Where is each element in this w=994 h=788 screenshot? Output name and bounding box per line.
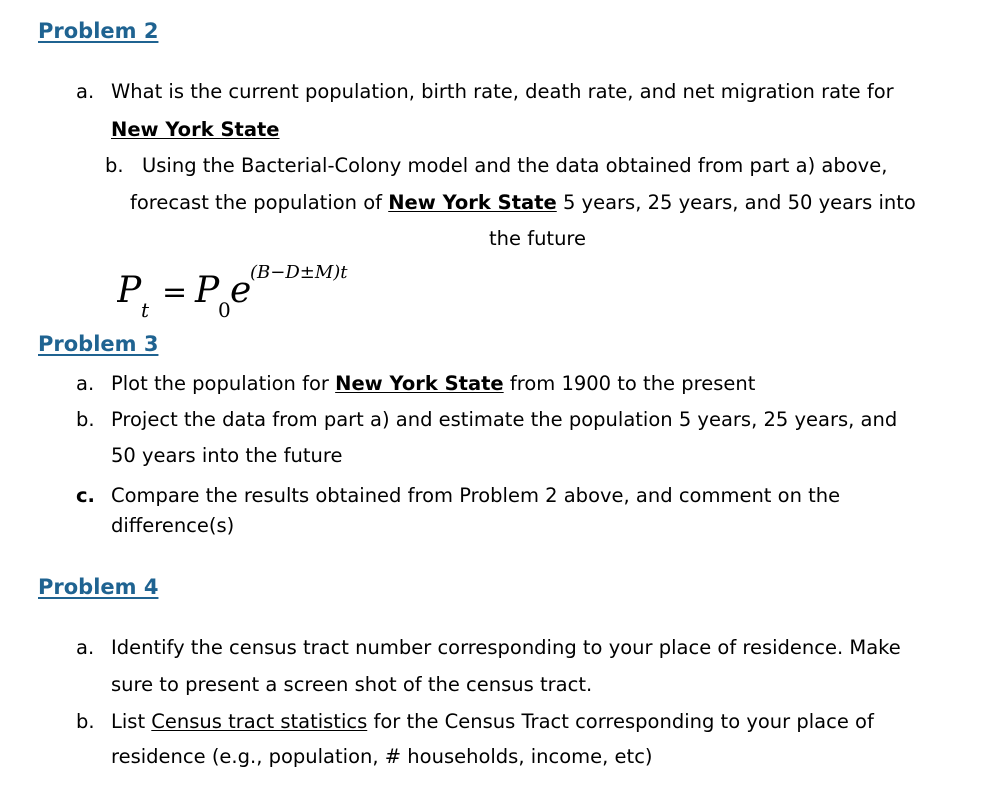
problem-4b-text-post: for the Census Tract corresponding to your place of [367,710,874,733]
formula-p0: P [195,270,220,311]
formula-equals: = [162,275,188,310]
formula-subscript-t: t [141,298,150,322]
problem-2b-text-pre: forecast the population of [130,191,389,214]
problem-3-heading: Problem 3 [38,332,159,356]
list-marker: b. [105,154,124,177]
problem-3c-text-cont: difference(s) [111,514,235,537]
list-marker: b. [76,710,95,733]
list-marker: a. [76,80,95,103]
problem-2b-text-cont [130,191,916,215]
problem-3b-text-cont: 50 years into the future [111,444,343,467]
problem-3a-text-post: from 1900 to the present [503,372,756,395]
problem-4-heading: Problem 4 [38,575,159,599]
list-marker: b. [76,408,95,431]
new-york-state-link[interactable]: New York State [335,372,504,395]
problem-2b-text: Using the Bacterial-Colony model and the data obtained from part a) above, [142,154,888,177]
problem-2b-text-end: the future [489,227,587,250]
problem-4b-text-pre: List [111,710,152,733]
formula-p: P [117,270,142,311]
list-marker: c. [76,484,95,507]
problem-3c-text: Compare the results obtained from Problem 2 above, and comment on the [111,484,841,507]
new-york-state-link[interactable]: New York State [111,118,280,141]
problem-4b-text-cont: residence (e.g., population, # households, income, etc) [111,745,653,768]
problem-2-heading: Problem 2 [38,19,159,43]
census-tract-statistics-link[interactable]: Census tract statistics [151,710,368,733]
problem-2a-text: What is the current population, birth rate, death rate, and net migration rate for [111,80,894,103]
formula-exponent: (B−D±M)t [250,262,348,283]
problem-3b-text: Project the data from part a) and estimate the population 5 years, 25 years, and [111,408,898,431]
formula-e: e [230,270,252,311]
problem-3a-text [111,372,755,396]
problem-4a-text-cont: sure to present a screen shot of the census tract. [111,673,593,696]
problem-4a-text: Identify the census tract number corresponding to your place of residence. Make [111,636,901,659]
bacterial-colony-formula [117,258,377,328]
formula-subscript-0: 0 [218,298,231,322]
list-marker: a. [76,372,95,395]
problem-2b-text-post: 5 years, 25 years, and 50 years into [556,191,916,214]
problem-2a-text-cont [111,118,280,142]
list-marker: a. [76,636,95,659]
new-york-state-link[interactable]: New York State [388,191,557,214]
problem-3a-text-pre: Plot the population for [111,372,336,395]
problem-4b-text [111,710,874,734]
